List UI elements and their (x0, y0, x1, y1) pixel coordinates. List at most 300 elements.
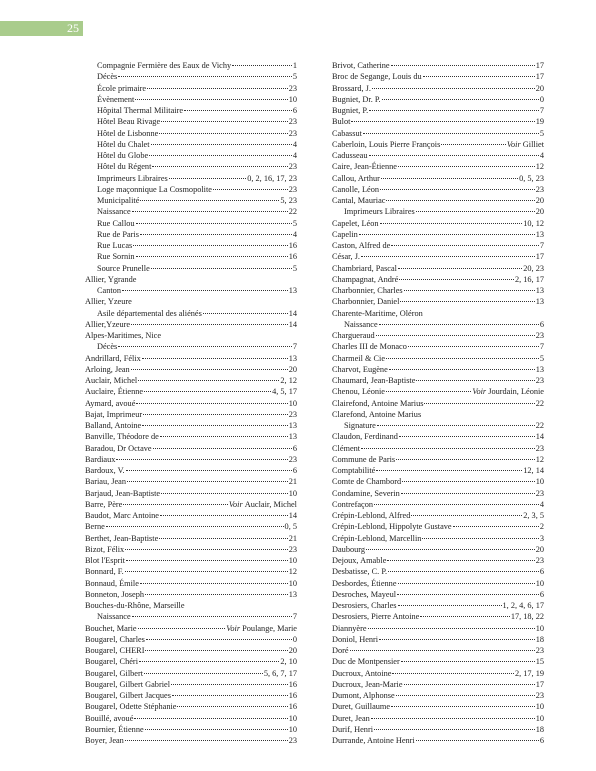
index-entry-pages: 20 (535, 83, 544, 93)
dot-leader (368, 628, 535, 629)
index-entry-term: Clarefond, Antoine Marius (332, 409, 422, 419)
index-entry-pages: 4, 5, 17 (272, 387, 297, 397)
index-entry (332, 60, 544, 71)
index-entry (332, 409, 544, 420)
dot-leader (361, 256, 535, 257)
index-entry (85, 690, 297, 701)
dot-leader (126, 560, 288, 561)
dot-leader (379, 324, 539, 325)
dot-leader (398, 268, 522, 269)
index-entry (332, 499, 544, 510)
dot-leader (184, 110, 292, 111)
dot-leader (379, 639, 535, 640)
index-entry-pages: 10 (288, 578, 297, 588)
index-entry-pages: 23 (535, 443, 544, 453)
index-entry-pages: 22 (535, 398, 544, 408)
index-entry-term: Hôtel du Chalet (97, 139, 150, 149)
index-entry (85, 521, 297, 532)
dot-leader (145, 650, 287, 651)
index-entry-pages: 21 (288, 533, 297, 543)
index-entry (85, 544, 297, 555)
index-entry (332, 184, 544, 195)
dot-leader (142, 425, 287, 426)
index-entry-pages: 5 (292, 72, 297, 82)
index-subentry (85, 240, 297, 251)
index-entry (85, 398, 297, 409)
dot-leader (132, 211, 288, 212)
index-subentry (332, 206, 544, 217)
index-entry-pages: 6 (292, 106, 297, 115)
see-reference-target: Gilliet (522, 139, 544, 149)
index-entry-term: Clairefond, Antoine Marius (332, 398, 424, 408)
index-entry (332, 533, 544, 544)
index-entry (332, 510, 544, 521)
index-entry-pages: 20 (288, 646, 297, 655)
dot-leader (389, 369, 535, 370)
dot-leader (160, 436, 288, 437)
index-entry-term: Bouillé, avoué (85, 713, 134, 723)
dot-leader (125, 571, 288, 572)
index-entry-term: Champagnat, André (332, 274, 399, 284)
index-entry (332, 105, 544, 116)
index-subentry (85, 251, 297, 262)
index-entry-pages: 16 (288, 241, 297, 250)
dot-leader (423, 76, 535, 77)
dot-leader (139, 661, 279, 662)
index-entry-pages: 10 (535, 702, 544, 712)
index-entry-pages: 12, 14 (523, 466, 544, 475)
index-subentry (85, 60, 297, 71)
dot-leader (366, 549, 535, 550)
index-entry (332, 128, 544, 139)
see-reference-label: Voir (226, 623, 241, 633)
index-entry-term: École primaire (97, 83, 147, 93)
index-entry-term: Duret, Jean (332, 713, 370, 723)
dot-leader (203, 313, 288, 314)
dot-leader (392, 673, 514, 674)
index-entry-pages: 17 (535, 252, 544, 262)
index-entry-term: Hôtel Beau Rivage (97, 117, 161, 127)
dot-leader (380, 189, 535, 190)
dot-leader (140, 583, 288, 584)
index-entry-term: Canolle, Léon (332, 184, 380, 194)
dot-leader (388, 571, 539, 572)
index-entry (85, 488, 297, 499)
index-subentry (85, 206, 297, 217)
dot-leader (133, 245, 287, 246)
index-entry-pages: 3 (539, 533, 544, 543)
index-entry-pages: 2, 3, 5 (523, 511, 544, 520)
index-entry (85, 319, 297, 330)
index-entry-term: Diannyère (332, 623, 367, 633)
index-entry-pages: 7 (539, 106, 544, 115)
dot-leader (151, 144, 292, 145)
see-reference-target: Auclair, Michel (244, 499, 297, 509)
index-entry-pages: 23 (288, 409, 297, 419)
index-entry-pages: 20 (535, 207, 544, 217)
index-entry-term: Naissance (97, 612, 131, 622)
dot-leader (138, 380, 279, 381)
index-entry-pages: 17, 18, 22 (510, 612, 544, 622)
index-entry-pages: 10 (535, 578, 544, 588)
dot-leader (213, 189, 288, 190)
index-entry-pages: 20 (535, 196, 544, 205)
index-entry-pages: 2, 17, 19 (514, 668, 544, 678)
index-entry (85, 296, 297, 307)
index-entry-pages: 17 (535, 679, 544, 689)
index-entry (85, 476, 297, 487)
index-entry (85, 431, 297, 442)
index-entry-term: Bouches-du-Rhône, Marseille (85, 601, 185, 610)
dot-leader (143, 414, 288, 415)
index-subentry (85, 128, 297, 139)
index-entry-pages: 13 (288, 589, 297, 599)
index-entry-term: Bonneton, Joseph (85, 589, 144, 599)
index-entry-pages: 15 (535, 657, 544, 667)
index-entry-pages: 2, 16, 17 (514, 274, 544, 284)
index-entry-pages: 6 (539, 589, 544, 599)
dot-leader (404, 684, 535, 685)
index-entry-term: Allier, Ygrande (85, 274, 137, 284)
index-entry-pages: 6 (539, 319, 544, 329)
index-subentry (85, 94, 297, 105)
index-entry-term: Boyer, Jean (85, 736, 124, 745)
index-entry-pages: 16 (288, 702, 297, 712)
dot-leader (398, 166, 535, 167)
index-entry-term: Bulot (332, 117, 351, 127)
index-entry-term: Comptabilité (332, 466, 376, 475)
index-entry (332, 443, 544, 454)
index-entry (332, 398, 544, 409)
index-subentry (332, 319, 544, 330)
index-entry-pages: 12 (535, 454, 544, 464)
dot-leader (416, 211, 535, 212)
page-number: 25 (67, 21, 79, 35)
dot-leader (146, 639, 292, 640)
index-entry-pages: 2, 12 (280, 376, 297, 385)
index-entry-term: Bougarel, Odette Stéphanie (85, 702, 177, 712)
index-entry-term: Alpes-Maritimes, Nice (85, 331, 162, 340)
index-entry (85, 353, 297, 364)
index-entry (85, 566, 297, 577)
index-entry-term: Bougarel, Gilbert (85, 668, 144, 678)
index-entry-pages: 0 (539, 94, 544, 104)
index-entry (332, 600, 544, 611)
dot-leader (161, 493, 288, 494)
index-entry (332, 251, 544, 262)
index-entry (85, 600, 297, 611)
index-entry (85, 724, 297, 735)
index-entry-term: Ducroux, Antoine (332, 668, 392, 678)
dot-leader (371, 718, 535, 719)
dot-leader (171, 684, 288, 685)
index-entry (332, 330, 544, 341)
index-entry-pages: 23 (535, 184, 544, 194)
index-entry (85, 499, 297, 510)
index-entry-pages: 23 (288, 184, 297, 194)
dot-leader (376, 335, 535, 336)
index-entry (332, 83, 544, 94)
index-entry (332, 364, 544, 375)
index-entry-pages: 23 (535, 376, 544, 385)
dot-leader (125, 549, 288, 550)
dot-leader (380, 223, 523, 224)
index-entry (85, 409, 297, 420)
index-entry-pages: 1 (292, 61, 297, 70)
see-reference-label: Voir (472, 387, 487, 397)
index-entry (332, 465, 544, 476)
index-entry (85, 679, 297, 690)
dot-leader (391, 65, 535, 66)
index-entry-term: Desrosiers, Charles (332, 601, 397, 610)
dot-leader (398, 583, 535, 584)
dot-leader (144, 673, 263, 674)
index-entry-term: Daubourg (332, 544, 366, 554)
index-entry-pages: 10 (535, 713, 544, 723)
index-subentry (85, 195, 297, 206)
index-entry-term: Crépin-Leblond, Hippolyte Gustave (332, 522, 452, 532)
index-entry-term: Caberloin, Louis Pierre François (332, 139, 441, 149)
index-entry (85, 375, 297, 386)
index-entry-term: Bariau, Jean (85, 477, 127, 487)
dot-leader (144, 391, 271, 392)
index-entry-pages: 4 (292, 229, 297, 239)
dot-leader (136, 403, 287, 404)
page-number-tab (0, 21, 83, 36)
index-entry (332, 578, 544, 589)
index-entry-pages: 0, 5 (284, 522, 297, 532)
index-entry-pages: 23 (535, 646, 544, 655)
index-entry-pages: 7 (539, 342, 544, 352)
index-entry-term: Broc de Segange, Louis du (332, 72, 422, 82)
index-entry-term: Rue Sornin (97, 252, 135, 262)
dot-leader (397, 594, 539, 595)
index-entry-term: Bajat, Imprimeur (85, 409, 143, 419)
index-entry-pages: 13 (288, 421, 297, 430)
index-entry-pages: 23 (288, 162, 297, 172)
index-entry (85, 656, 297, 667)
dot-leader (377, 425, 535, 426)
index-entry-term: Chaumard, Jean-Baptiste (332, 376, 416, 385)
index-entry-term: Dumont, Alphonse (332, 691, 395, 700)
index-entry-term: Asile départemental des aliénés (97, 308, 202, 318)
index-subentry (85, 218, 297, 229)
index-entry-term: Capelin (332, 229, 358, 239)
dot-leader (123, 504, 228, 505)
index-entry-pages: 10 (288, 556, 297, 565)
dot-leader (153, 448, 292, 449)
index-entry-term: Crépin-Leblond, Alfred (332, 511, 411, 520)
index-entry-term: Charente-Maritime, Oléron (332, 308, 423, 318)
index-subentry (85, 611, 297, 622)
index-entry-pages: 17 (535, 61, 544, 70)
index-entry-pages: 6 (539, 736, 544, 745)
dot-leader (134, 718, 287, 719)
index-entry (332, 263, 544, 274)
index-entry-pages: 10, 12 (523, 218, 544, 228)
dot-leader (147, 88, 288, 89)
index-entry (85, 330, 297, 341)
index-entry-term: Cadusseau (332, 151, 368, 160)
dot-leader (361, 448, 535, 449)
index-entry (85, 623, 297, 634)
index-entry (332, 296, 544, 307)
index-entry (332, 150, 544, 161)
index-entry-term: Andrillard, Félix (85, 353, 141, 363)
index-entry-pages: 20 (535, 544, 544, 554)
index-entry-pages: 13 (535, 364, 544, 374)
index-entry-term: Brossard, J. (332, 83, 371, 93)
index-entry (332, 431, 544, 442)
index-entry-pages: 17 (535, 72, 544, 82)
index-entry-term: Imprimeurs Libraires (344, 207, 415, 217)
dot-leader (391, 706, 535, 707)
dot-leader (411, 515, 522, 516)
index-entry-term: Bournier, Étienne (85, 724, 144, 734)
index-entry-pages: 14 (535, 432, 544, 442)
index-entry-term: Chenou, Léonie (332, 387, 385, 397)
index-entry-term: Imprimeurs Libraires (97, 173, 168, 183)
index-entry-pages: 23 (288, 736, 297, 745)
index-entry-term: Condamine, Severin (332, 488, 400, 498)
index-entry-term: Hôtel du Régent (97, 162, 152, 172)
index-entry-pages: 6 (292, 466, 297, 475)
index-entry-term: Canton (97, 286, 121, 295)
index-entry (332, 285, 544, 296)
index-entry-term: Blot l'Esprit (85, 556, 125, 565)
index-entry-term: Bardiaux (85, 454, 116, 464)
index-entry (85, 443, 297, 454)
index-entry-pages: 0, 5, 23 (519, 173, 544, 183)
index-entry (332, 94, 544, 105)
dot-leader (122, 290, 288, 291)
index-entry (85, 274, 297, 285)
index-entry (332, 218, 544, 229)
index-entry-term: Balland, Antoine (85, 421, 142, 430)
index-entry-pages: 2 (539, 522, 544, 532)
index-entry (85, 668, 297, 679)
dot-leader (138, 628, 226, 629)
index-entry (85, 735, 297, 746)
index-entry-term: Rue Callou (97, 218, 135, 228)
dot-leader (169, 178, 246, 179)
index-entry (332, 589, 544, 600)
index-entry-pages: 6 (292, 443, 297, 453)
index-entry (332, 488, 544, 499)
index-entry (332, 701, 544, 712)
index-entry-term: Durrande, Antoine Henri (332, 736, 415, 745)
index-entry-pages: 18 (535, 634, 544, 644)
index-entry-term: Doré (332, 646, 349, 655)
dot-leader (453, 526, 539, 527)
index-entry (85, 454, 297, 465)
index-entry (332, 724, 544, 735)
dot-leader (350, 650, 535, 651)
dot-leader (136, 256, 288, 257)
index-entry-pages: 23 (535, 488, 544, 498)
dot-leader (416, 380, 534, 381)
dot-leader (401, 661, 535, 662)
index-entry (332, 341, 544, 352)
index-entry-term: Capelet, Léon (332, 218, 379, 228)
index-entry (332, 611, 544, 622)
index-entry-pages: 13 (535, 229, 544, 239)
index-entry-pages: 5 (539, 353, 544, 363)
index-entry (85, 364, 297, 375)
index-entry-pages: 6 (539, 567, 544, 577)
index-entry-term: Hôtel de Lisbonne (97, 128, 159, 138)
see-reference-target: Jourdain, Léonie (488, 387, 544, 397)
index-entry-term: Municipalité (97, 196, 140, 205)
index-entry-pages: 23 (288, 83, 297, 93)
index-entry-term: Bougarel, Gilbert Jacques (85, 691, 171, 700)
index-entry-pages: 4 (539, 499, 544, 509)
index-entry-pages: 2, 10 (280, 657, 297, 667)
index-entry-pages: 5, 23 (280, 196, 297, 205)
index-entry-term: Bougarel, Charles (85, 634, 145, 644)
index-entry-pages: 13 (288, 432, 297, 442)
index-entry-pages: 22 (535, 421, 544, 430)
index-entry-pages: 4 (539, 151, 544, 160)
dot-leader (131, 324, 288, 325)
dot-leader (401, 493, 535, 494)
index-entry-term: Charbonnier, Charles (332, 286, 403, 295)
index-subentry (332, 420, 544, 431)
index-entry (332, 195, 544, 206)
index-entry-term: Banville, Théodore de (85, 432, 159, 442)
index-entry-term: Desbordes, Étienne (332, 578, 397, 588)
index-entry-pages: 23 (535, 556, 544, 565)
index-entry (332, 476, 544, 487)
index-entry-pages: 10 (288, 94, 297, 104)
index-entry-term: Bonnard, F. (85, 567, 124, 577)
dot-leader (159, 133, 287, 134)
index-entry-term: Desroches, Mayeul (332, 589, 397, 599)
index-entry-term: Berthet, Jean-Baptiste (85, 533, 159, 543)
index-entry (332, 566, 544, 577)
index-subentry (85, 184, 297, 195)
index-entry-term: Chargueraud (332, 331, 375, 340)
index-subentry (85, 229, 297, 240)
index-entry-pages: 10 (288, 724, 297, 734)
index-entry (85, 634, 297, 645)
index-entry (332, 713, 544, 724)
index-entry-term: Bougarel, Chéri (85, 657, 138, 667)
index-entry-pages: 10 (535, 477, 544, 487)
index-entry-pages: 12 (288, 567, 297, 577)
index-entry-term: Contrefaçon (332, 499, 374, 509)
index-entry (332, 173, 544, 184)
dot-leader (386, 391, 471, 392)
index-subentry (85, 150, 297, 161)
dot-leader (118, 346, 292, 347)
index-entry-pages: 23 (288, 128, 297, 138)
index-subentry (85, 308, 297, 319)
index-entry-pages: 14 (288, 308, 297, 318)
index-entry-pages: 10 (288, 713, 297, 723)
dot-leader (159, 538, 287, 539)
index-entry (332, 240, 544, 251)
index-entry (332, 71, 544, 82)
dot-leader (106, 526, 284, 527)
dot-leader (363, 133, 539, 134)
index-subentry (85, 83, 297, 94)
index-entry-term: Auclair, Michel (85, 376, 138, 385)
index-subentry (85, 173, 297, 184)
index-entry (85, 713, 297, 724)
dot-leader (177, 706, 287, 707)
index-entry-term: Hôpital Thermal Militaire (97, 106, 184, 115)
